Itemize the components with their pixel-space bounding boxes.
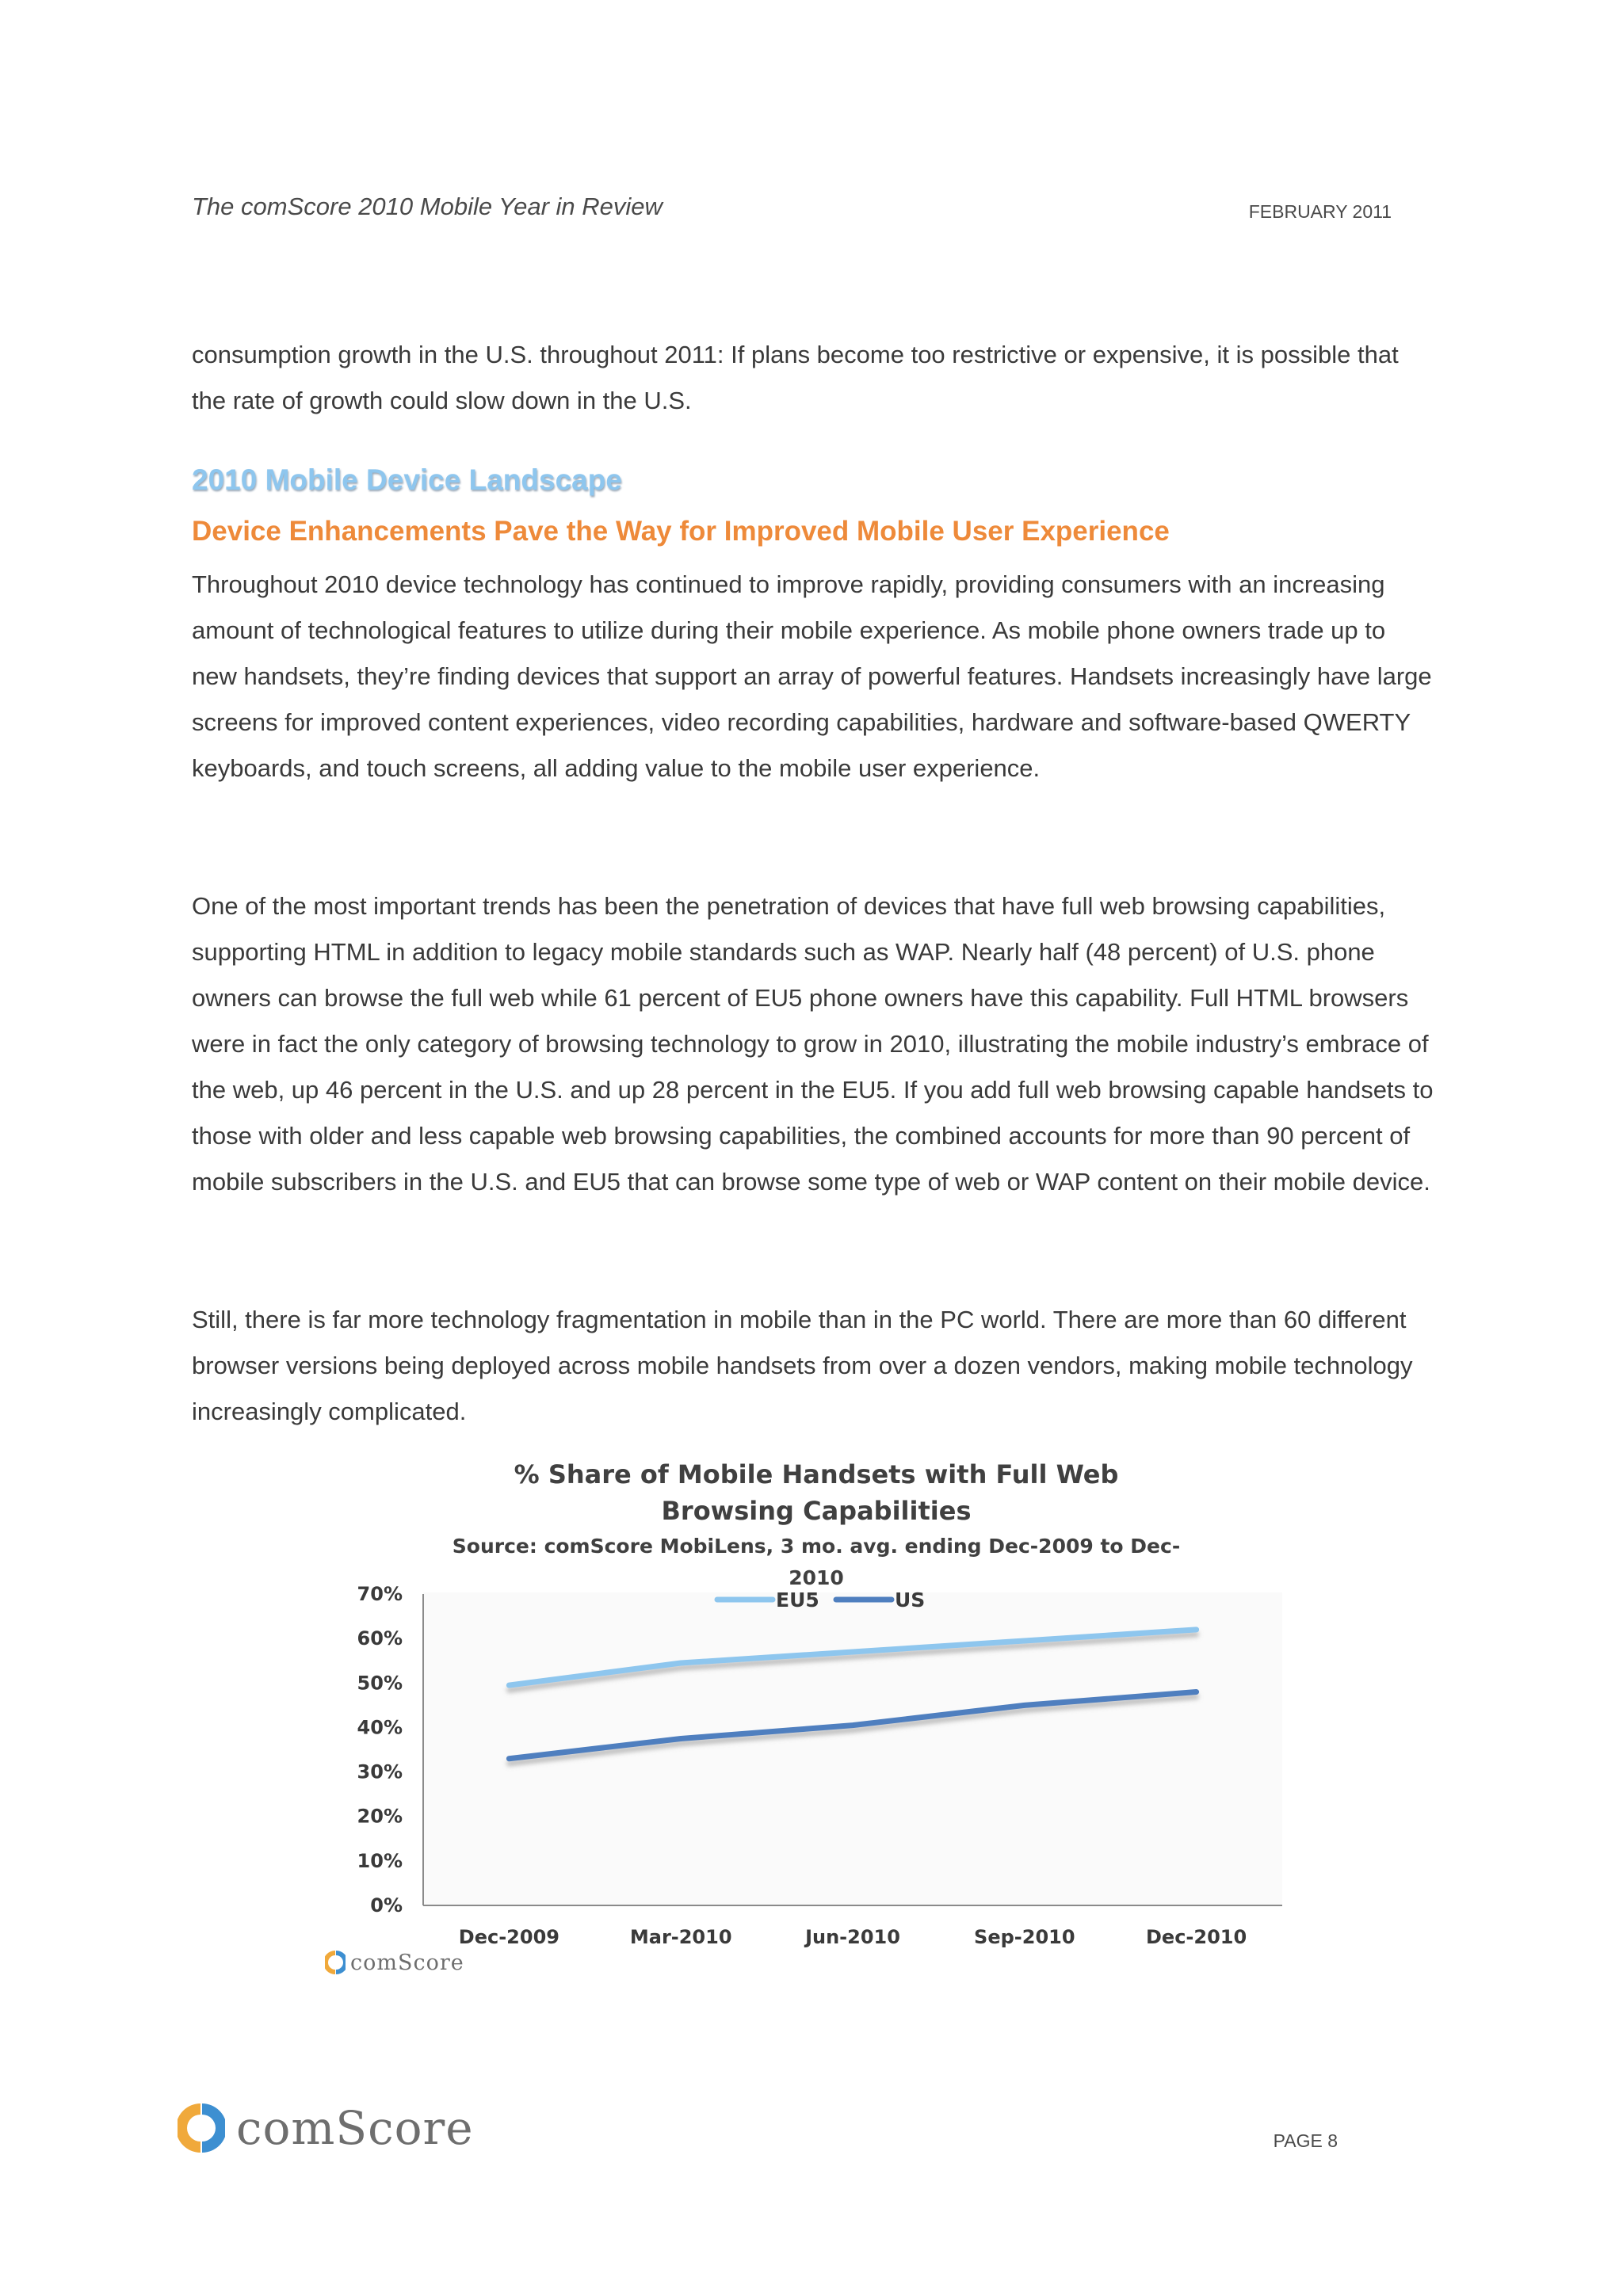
y-tick-label: 10% (357, 1849, 403, 1872)
x-tick-label: Dec-2009 (458, 1926, 559, 1948)
comscore-logo-icon (178, 2102, 225, 2154)
legend-label-us: US (895, 1589, 926, 1611)
data-point-us (1196, 1691, 1197, 1693)
plot-area (423, 1592, 1282, 1905)
data-point-eu5 (680, 1662, 682, 1664)
y-tick-label: 0% (370, 1894, 403, 1917)
comscore-logo-icon (325, 1950, 346, 1975)
legend-label-eu5: EU5 (776, 1589, 819, 1611)
data-point-us (852, 1725, 854, 1726)
footer-logo-text: comScore (236, 2101, 474, 2155)
chart-title: % Share of Mobile Handsets with Full Web Browsing Capabilities (514, 1459, 1119, 1526)
x-tick-label: Sep-2010 (974, 1926, 1075, 1948)
body-paragraph-3: Still, there is far more technology fragmentation in mobile than in the PC world. There are more than 60 different browser versions being deployed across mobile handsets from over a dozen vendors, making mobile technology increasingly complicated. (192, 1306, 1413, 1425)
intro-paragraph: consumption growth in the U.S. throughout 2011: If plans become too restrictive or expensive, it is possible that the rate of growth could slow down in the U.S. (192, 341, 1399, 414)
y-tick-label: 30% (357, 1760, 403, 1783)
subsection-title: Device Enhancements Pave the Way for Improved Mobile User Experience (192, 516, 1170, 547)
chart-subtitle: Source: comScore MobiLens, 3 mo. avg. ending Dec-2009 to Dec-2010 (452, 1535, 1181, 1589)
x-tick-label: Mar-2010 (629, 1926, 732, 1948)
data-point-us (1024, 1704, 1025, 1706)
data-point-eu5 (852, 1651, 854, 1653)
y-tick-label: 60% (357, 1627, 403, 1650)
x-tick-label: Dec-2010 (1146, 1926, 1247, 1948)
data-point-us (508, 1758, 510, 1760)
data-point-us (680, 1737, 682, 1739)
page-number: PAGE 8 (1273, 2130, 1338, 2151)
x-tick-label: Jun-2010 (805, 1926, 900, 1948)
section-title: 2010 Mobile Device Landscape (192, 463, 622, 496)
y-tick-label: 40% (357, 1716, 403, 1739)
y-tick-label: 70% (357, 1583, 403, 1605)
data-point-eu5 (508, 1684, 510, 1686)
report-date: FEBRUARY 2011 (1248, 201, 1392, 222)
y-tick-label: 20% (357, 1805, 403, 1828)
chart-logo (325, 1950, 464, 1975)
body-paragraph-1: Throughout 2010 device technology has continued to improve rapidly, providing consumers with an increasing amount of technological features to utilize during their mobile experience. As mobile phone owners trade up to new handsets, they’re finding devices that support an array of powerful features. Handsets increasingly have large screens for improved content experiences, video recording capabilities, hardware and software-based QWERTY keyboards, and touch screens, all adding value to the mobile user experience. (192, 570, 1432, 782)
data-point-eu5 (1196, 1629, 1197, 1630)
body-paragraph-2: One of the most important trends has been the penetration of devices that have full web browsing capabilities, supporting HTML in addition to legacy mobile standards such as WAP. Nearly half (48 percent) of U.S. phone owners can browse the full web while 61 percent of EU5 phone owners have this capability. Full HTML browsers were in fact the only category of browsing technology to grow in 2010, illustrating the mobile industry’s embrace of the web, up 46 percent in the U.S. and up 28 percent in the EU5. If you add full web browsing capable handsets to those with older and less capable web browsing capabilities, the combined accounts for more than 90 percent of mobile subscribers in the U.S. and EU5 that can browse some type of web or WAP content on their mobile device. (192, 892, 1434, 1196)
footer-logo (178, 2101, 474, 2155)
report-title: The comScore 2010 Mobile Year in Review (192, 193, 663, 220)
y-tick-label: 50% (357, 1672, 403, 1695)
data-point-eu5 (1024, 1640, 1025, 1642)
chart-logo-text: comScore (350, 1950, 464, 1975)
